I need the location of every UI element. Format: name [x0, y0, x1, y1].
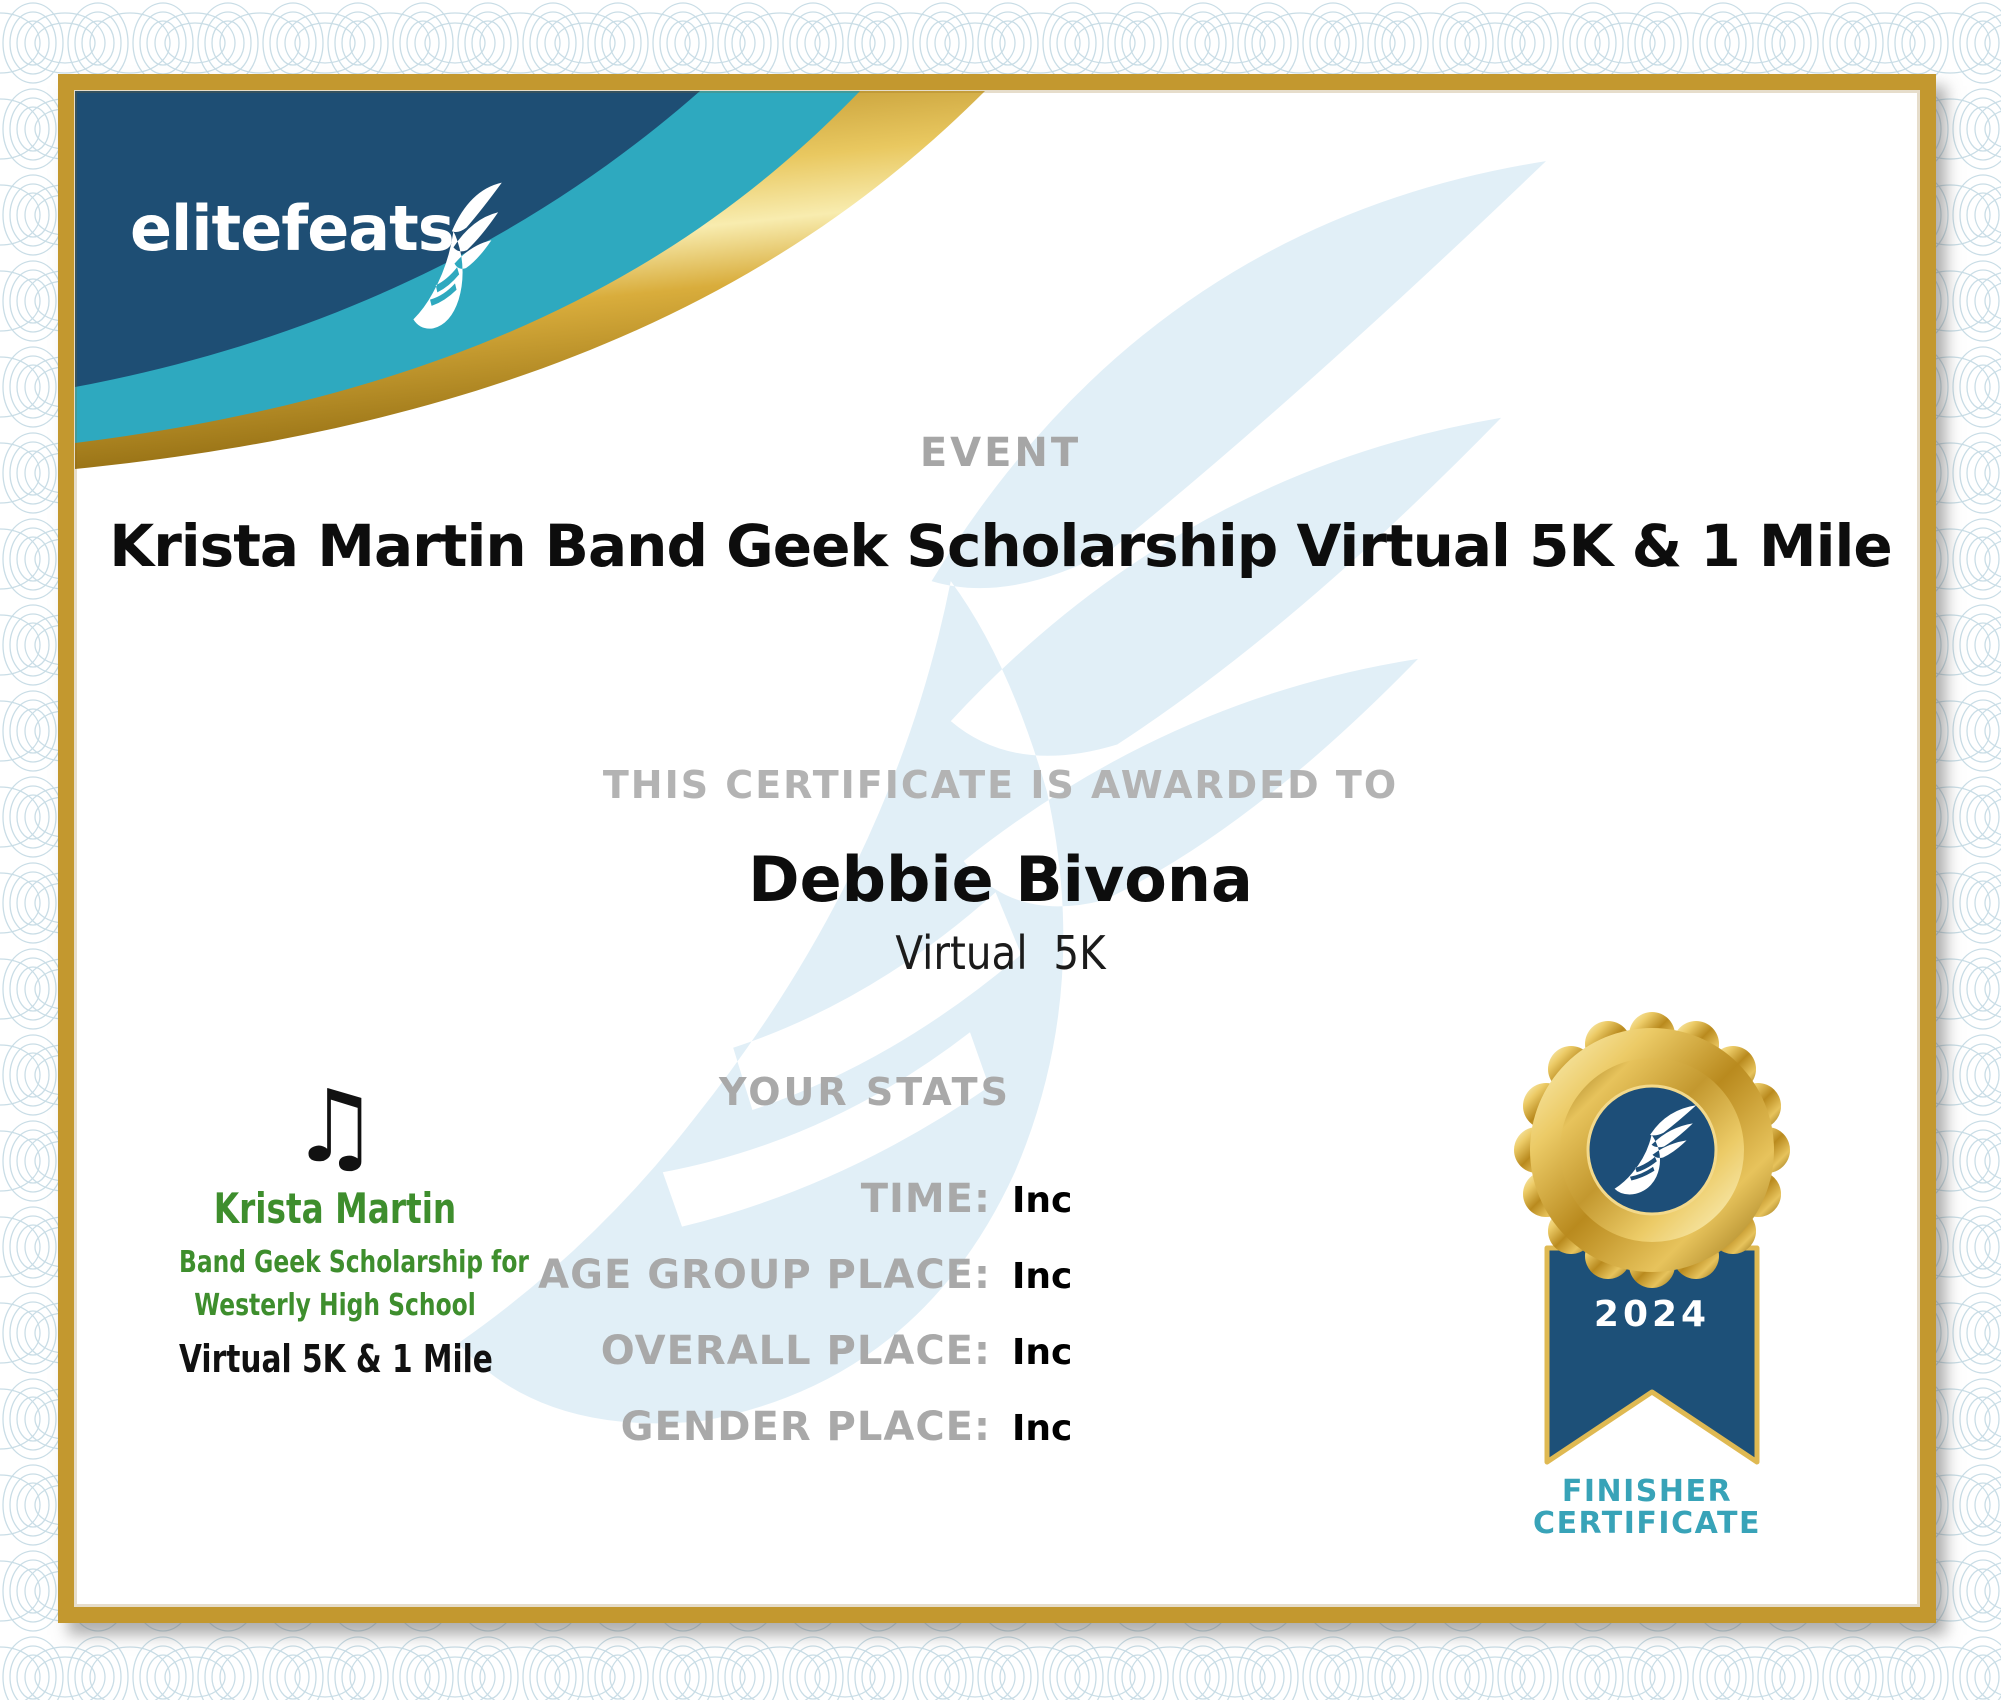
stat-label-overall-place: OVERALL PLACE: [600, 1328, 991, 1374]
stat-value-time: Inc [1012, 1180, 1073, 1221]
race-logo-title: Krista Martin [213, 1184, 457, 1233]
badge-year: 2024 [1593, 1294, 1711, 1335]
stat-label-gender-place: GENDER PLACE: [620, 1404, 991, 1450]
stat-value-age-group-place: Inc [1012, 1256, 1073, 1297]
event-label: EVENT [919, 430, 1082, 476]
finisher-label-line1: FINISHER [1561, 1474, 1733, 1509]
race-logo-distance: Virtual 5K & 1 Mile [179, 1337, 493, 1381]
award-heading: THIS CERTIFICATE IS AWARDED TO [602, 763, 1399, 807]
race-logo-subtitle-1: Band Geek Scholarship for [179, 1245, 529, 1280]
event-title: Krista Martin Band Geek Scholarship Virtual 5K & 1 Mile [109, 512, 1892, 580]
stat-label-age-group-place: AGE GROUP PLACE: [538, 1252, 991, 1298]
finisher-label-line2: CERTIFICATE [1533, 1506, 1761, 1541]
race-logo-subtitle-2: Westerly High School [194, 1288, 476, 1323]
finisher-medal-badge [1495, 1008, 1810, 1478]
race-logo-block [135, 1068, 535, 1381]
stat-value-overall-place: Inc [1012, 1332, 1073, 1373]
stats-heading: YOUR STATS [719, 1070, 1011, 1114]
stat-label-time: TIME: [860, 1176, 991, 1222]
race-division: Virtual 5K [895, 926, 1106, 980]
music-note-icon: ♫ [290, 1068, 380, 1185]
recipient-name: Debbie Bivona [748, 843, 1253, 916]
stat-value-gender-place: Inc [1012, 1408, 1073, 1449]
brand-logo-text: elitefeats [130, 192, 454, 265]
